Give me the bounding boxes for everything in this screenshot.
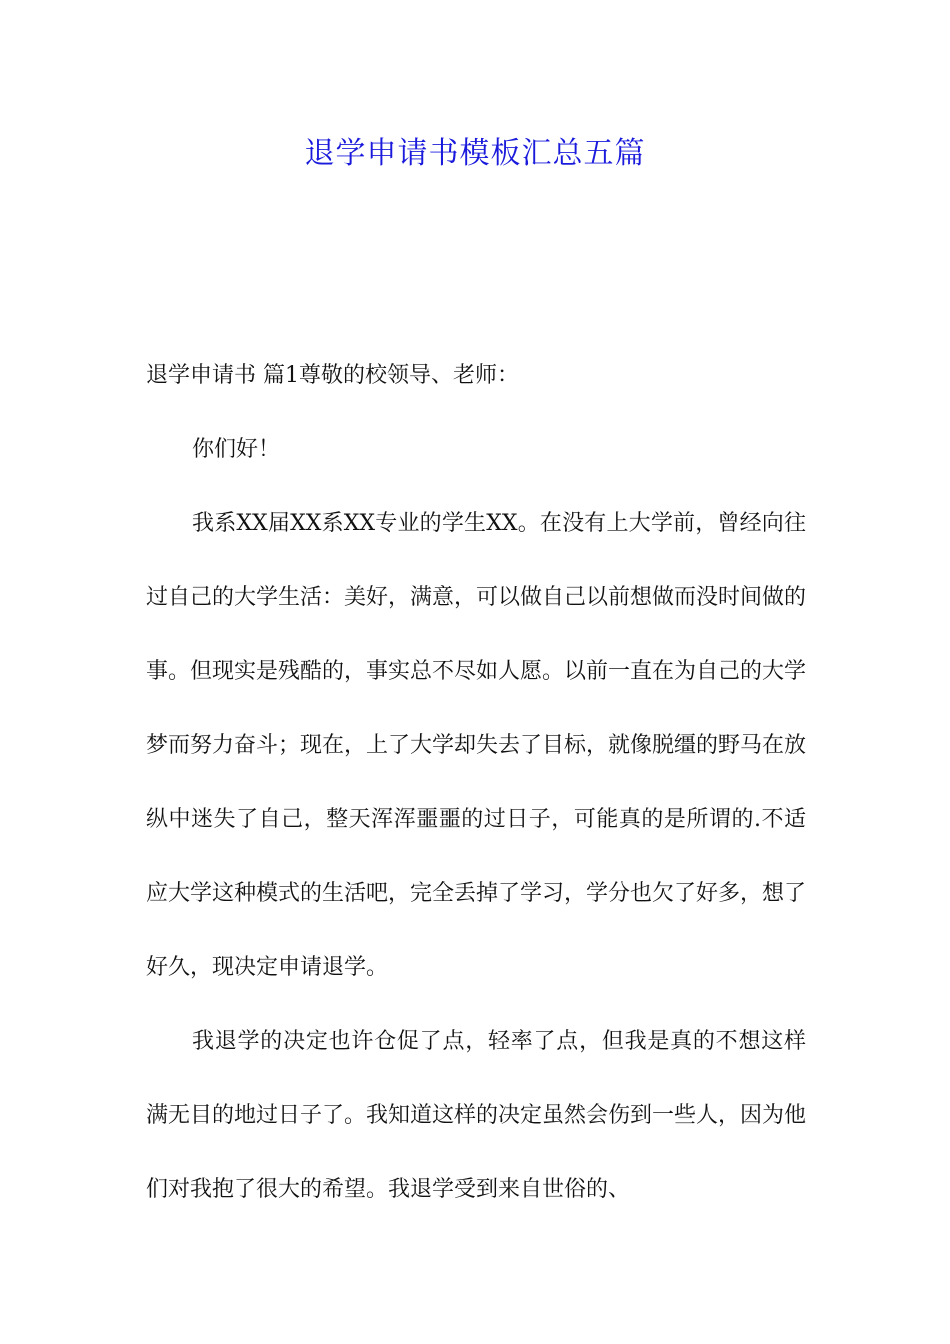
paragraph-background: 我系XX届XX系XX专业的学生XX。在没有上大学前，曾经向往过自己的大学生活：美好，满意，可以做自己以前想做而没时间做的事。但现实是残酷的，事实总不尽如人愿。以前一直在为自己的大学梦而努力奋斗；现在，上了大学却失去了目标，就像脱缰的野马在放纵中迷失了自己，整天浑浑噩噩的过日子，可能真的是所谓的.不适应大学这种模式的生活吧，完全丢掉了学习，学分也欠了好多，想了好久，现决定申请退学。 xyxy=(146,511,807,980)
paragraph-greeting: 你们好！ xyxy=(192,437,281,462)
document-title: 退学申请书模板汇总五篇 xyxy=(304,136,646,171)
paragraph-decision: 我退学的决定也许仓促了点，轻率了点，但我是真的不想这样满无目的地过日子了。我知道这样的决定虽然会伤到一些人，因为他们对我抱了很大的希望。我退学受到来自世俗的、 xyxy=(146,1029,807,1202)
paragraph-salutation: 退学申请书 篇1尊敬的校领导、老师： xyxy=(146,363,519,388)
document-body xyxy=(146,339,806,1227)
